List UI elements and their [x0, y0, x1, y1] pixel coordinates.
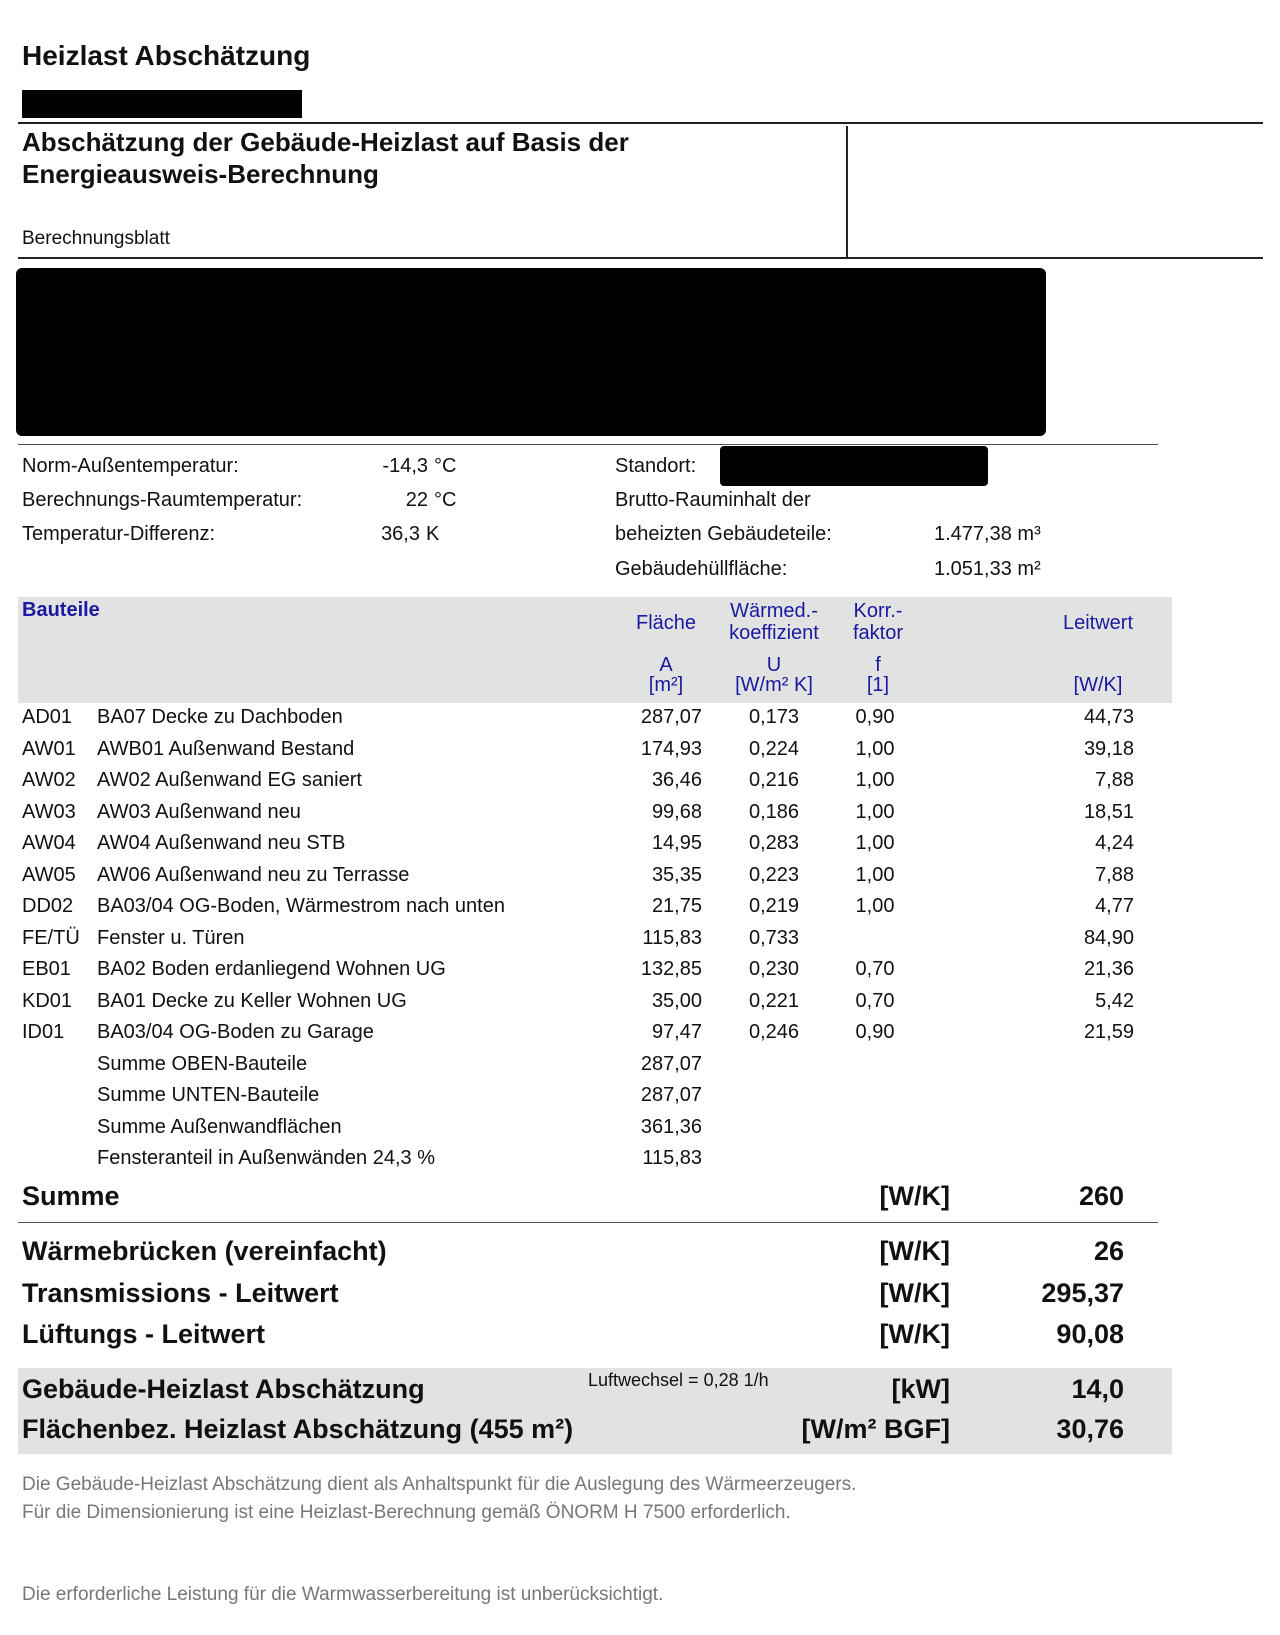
row-factor: 0,70 — [855, 958, 895, 980]
flaechenbez-label: Flächenbez. Heizlast Abschätzung (455 m²) — [22, 1414, 574, 1444]
row-leitwert: 44,73 — [1083, 706, 1134, 728]
row-u-value: 0,224 — [748, 737, 800, 760]
room-temp-label: Berechnungs-Raumtemperatur: — [22, 489, 303, 511]
brutto-value: 1.477,38 m³ — [934, 523, 1041, 545]
row-name: BA03/04 OG-Boden zu Garage — [97, 1021, 374, 1043]
row-leitwert: 39,18 — [1083, 737, 1134, 760]
col-header-waerme-2: koeffizient — [729, 622, 819, 644]
waermebruecken-value: 26 — [1093, 1236, 1124, 1266]
row-code: FE/TÜ — [22, 926, 80, 949]
subtitle-line-1: Abschätzung der Gebäude-Heizlast auf Basis der — [22, 127, 629, 157]
heizlast-label: Gebäude-Heizlast Abschätzung — [22, 1374, 425, 1404]
row-area: 35,35 — [651, 863, 702, 886]
col-unit-a: [m²] — [648, 674, 684, 696]
row-factor: 0,70 — [855, 989, 895, 1012]
info-top-rule — [18, 444, 1158, 445]
summe-value: 260 — [1078, 1181, 1124, 1211]
row-name: Summe UNTEN-Bauteile — [97, 1084, 320, 1106]
row-area: 35,00 — [651, 989, 702, 1012]
row-name: BA03/04 OG-Boden, Wärmestrom nach unten — [97, 895, 505, 917]
header-bottom-rule — [18, 257, 1263, 259]
norm-temp-label: Norm-Außentemperatur: — [22, 455, 239, 477]
header-top-rule — [18, 122, 1263, 124]
row-name: AW04 Außenwand neu STB — [97, 832, 346, 854]
header-divider — [846, 126, 848, 258]
row-area: 132,85 — [640, 958, 702, 980]
row-name: Summe OBEN-Bauteile — [97, 1052, 308, 1075]
heizlast-value: 14,0 — [1071, 1374, 1124, 1404]
row-name: Fenster u. Türen — [97, 926, 245, 949]
row-code: AW01 — [22, 737, 76, 760]
row-leitwert: 18,51 — [1083, 800, 1134, 823]
document-subtitle — [22, 126, 822, 190]
redacted-address-block — [16, 268, 1046, 436]
col-symbol-f: f — [875, 654, 881, 676]
temp-diff-unit: K — [426, 523, 440, 545]
waermebruecken-unit: [W/K] — [879, 1236, 950, 1266]
row-code: EB01 — [22, 958, 71, 980]
room-temp-unit: °C — [434, 489, 457, 511]
huell-label: Gebäudehüllfläche: — [615, 558, 788, 580]
col-symbol-a: A — [659, 654, 673, 676]
row-area: 287,07 — [640, 1052, 702, 1075]
row-leitwert: 21,36 — [1083, 958, 1134, 980]
row-code: AW02 — [22, 769, 76, 791]
page-title: Heizlast Abschätzung — [22, 40, 311, 71]
note-line-3: Die erforderliche Leistung für die Warmwasserbereitung ist unberücksichtigt. — [22, 1584, 664, 1605]
row-code: KD01 — [22, 989, 73, 1012]
row-factor: 1,00 — [855, 800, 895, 823]
row-u-value: 0,216 — [748, 769, 800, 791]
row-factor: 1,00 — [855, 863, 895, 886]
row-leitwert: 21,59 — [1083, 1021, 1134, 1043]
lueftung-unit: [W/K] — [879, 1319, 950, 1349]
note-line-1: Die Gebäude-Heizlast Abschätzung dient als Anhaltspunkt für die Auslegung des Wärmeerzeugers. — [22, 1474, 857, 1495]
room-temp-value: 22 — [405, 489, 428, 511]
row-code: AW05 — [22, 863, 76, 886]
row-leitwert: 7,88 — [1095, 769, 1134, 791]
brutto-label-2: beheizten Gebäudeteile: — [615, 523, 832, 545]
waermebruecken-label: Wärmebrücken (vereinfacht) — [22, 1236, 387, 1266]
row-leitwert: 7,88 — [1095, 863, 1134, 886]
row-leitwert: 4,24 — [1095, 832, 1134, 854]
row-area: 287,07 — [640, 1084, 702, 1106]
col-symbol-u: U — [766, 654, 782, 676]
row-u-value: 0,219 — [748, 895, 800, 917]
huell-value: 1.051,33 m² — [934, 558, 1041, 580]
row-u-value: 0,223 — [748, 863, 800, 886]
row-u-value: 0,221 — [748, 989, 800, 1012]
row-area: 21,75 — [651, 895, 702, 917]
summe-rule — [18, 1222, 1158, 1223]
row-code: AD01 — [22, 706, 73, 728]
row-factor: 1,00 — [855, 895, 895, 917]
row-name: BA02 Boden erdanliegend Wohnen UG — [97, 958, 446, 980]
row-area: 361,36 — [640, 1115, 702, 1138]
table-header-band — [18, 597, 1172, 703]
row-u-value: 0,173 — [748, 706, 800, 728]
row-area: 174,93 — [640, 737, 702, 760]
row-u-value: 0,230 — [748, 958, 800, 980]
row-u-value: 0,733 — [748, 926, 800, 949]
col-header-flaeche: Fläche — [635, 612, 697, 634]
transmission-unit: [W/K] — [879, 1278, 950, 1308]
redacted-standort — [720, 446, 988, 486]
row-area: 99,68 — [651, 800, 702, 823]
col-unit-f: [1] — [866, 674, 890, 696]
col-unit-u: [W/m² K] — [735, 674, 813, 696]
lueftung-label: Lüftungs - Leitwert — [22, 1319, 265, 1349]
row-name: Fensteranteil in Außenwänden 24,3 % — [97, 1147, 435, 1169]
temp-diff-value: 36,3 — [381, 523, 420, 545]
row-name: AW03 Außenwand neu — [97, 800, 301, 823]
row-area: 97,47 — [651, 1021, 702, 1043]
col-header-korr-1: Korr.- — [853, 600, 903, 622]
row-factor: 0,90 — [855, 706, 895, 728]
row-name: AWB01 Außenwand Bestand — [97, 737, 355, 760]
temp-diff-label: Temperatur-Differenz: — [22, 523, 216, 545]
row-area: 14,95 — [651, 832, 702, 854]
row-factor: 1,00 — [855, 737, 895, 760]
row-name: AW02 Außenwand EG saniert — [97, 769, 362, 791]
luftwechsel-note: Luftwechsel = 0,28 1/h — [588, 1370, 769, 1390]
row-code: DD02 — [22, 895, 74, 917]
summe-unit: [W/K] — [879, 1181, 950, 1211]
transmission-label: Transmissions - Leitwert — [22, 1278, 339, 1308]
col-header-leitwert: Leitwert — [1062, 612, 1134, 634]
redacted-name — [22, 90, 302, 118]
col-header-korr-2: faktor — [852, 622, 904, 644]
row-name: BA01 Decke zu Keller Wohnen UG — [97, 989, 407, 1012]
sheet-label: Berechnungsblatt — [22, 228, 170, 249]
norm-temp-value: -14,3 — [382, 455, 428, 477]
row-code: AW04 — [22, 832, 76, 854]
row-factor: 1,00 — [855, 832, 895, 854]
row-area: 115,83 — [642, 1147, 702, 1169]
row-name: BA07 Decke zu Dachboden — [97, 706, 343, 728]
flaechenbez-value: 30,76 — [1056, 1414, 1124, 1444]
col-header-waerme-1: Wärmed.- — [730, 600, 818, 622]
row-code: AW03 — [22, 800, 76, 823]
lueftung-value: 90,08 — [1056, 1319, 1124, 1349]
row-area: 115,83 — [642, 926, 702, 949]
row-leitwert: 4,77 — [1095, 895, 1134, 917]
summe-label: Summe — [22, 1181, 120, 1211]
row-area: 36,46 — [651, 769, 702, 791]
row-factor: 0,90 — [855, 1021, 895, 1043]
row-name: Summe Außenwandflächen — [97, 1115, 342, 1138]
brutto-label-1: Brutto-Rauminhalt der — [615, 489, 811, 511]
note-line-2: Für die Dimensionierung ist eine Heizlast-Berechnung gemäß ÖNORM H 7500 erforderlich. — [22, 1502, 791, 1523]
heizlast-unit: [kW] — [891, 1374, 950, 1404]
col-header-bauteile: Bauteile — [22, 599, 100, 621]
row-code: ID01 — [22, 1021, 65, 1043]
flaechenbez-unit: [W/m² BGF] — [801, 1414, 950, 1444]
row-leitwert: 5,42 — [1095, 989, 1134, 1012]
norm-temp-unit: °C — [434, 455, 457, 477]
col-unit-l: [W/K] — [1073, 674, 1123, 696]
row-area: 287,07 — [640, 706, 702, 728]
row-u-value: 0,246 — [748, 1021, 800, 1043]
row-u-value: 0,186 — [748, 800, 800, 823]
standort-label: Standort: — [615, 455, 697, 477]
transmission-value: 295,37 — [1041, 1278, 1124, 1308]
row-name: AW06 Außenwand neu zu Terrasse — [97, 863, 410, 886]
row-leitwert: 84,90 — [1083, 926, 1134, 949]
subtitle-line-2: Energieausweis-Berechnung — [22, 159, 379, 189]
row-u-value: 0,283 — [748, 832, 800, 854]
row-factor: 1,00 — [855, 769, 895, 791]
